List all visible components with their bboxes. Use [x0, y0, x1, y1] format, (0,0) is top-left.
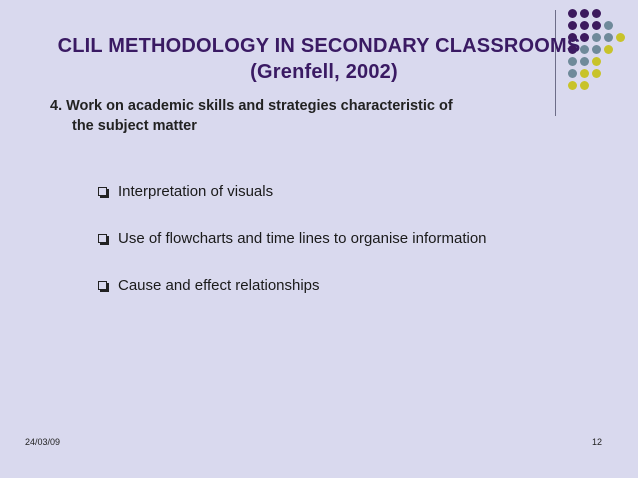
decorative-dot: [580, 9, 589, 18]
footer-date: 24/03/09: [25, 437, 61, 447]
bullet-item: [98, 229, 487, 276]
square-bullet-icon: [98, 281, 107, 290]
slide-title-line-1: CLIL METHODOLOGY IN SECONDARY CLASSROOMS: [57, 35, 581, 57]
bullet-item: [98, 182, 487, 229]
square-bullet-icon: [98, 234, 107, 243]
slide-title-line-2: (Grenfell, 2002): [250, 61, 398, 83]
subheading-line-1: 4. Work on academic skills and strategies characteristic of: [50, 98, 453, 114]
decorative-dot: [592, 9, 601, 18]
decorative-dot: [604, 21, 613, 30]
slide-subheading: [50, 96, 580, 136]
bullet-item: [98, 276, 487, 323]
bullet-text: Use of flowcharts and time lines to organise information: [118, 230, 487, 247]
bullet-text: Interpretation of visuals: [118, 183, 274, 200]
decorative-dot: [580, 21, 589, 30]
decorative-dot: [568, 9, 577, 18]
slide-number: 12: [591, 437, 602, 447]
slide-title: [0, 33, 638, 85]
decorative-dot: [592, 21, 601, 30]
subheading-line-2: the subject matter: [72, 118, 197, 134]
decorative-dot: [568, 21, 577, 30]
square-bullet-icon: [98, 187, 107, 196]
bullet-text: Cause and effect relationships: [118, 277, 320, 294]
bullet-list: [98, 182, 487, 323]
